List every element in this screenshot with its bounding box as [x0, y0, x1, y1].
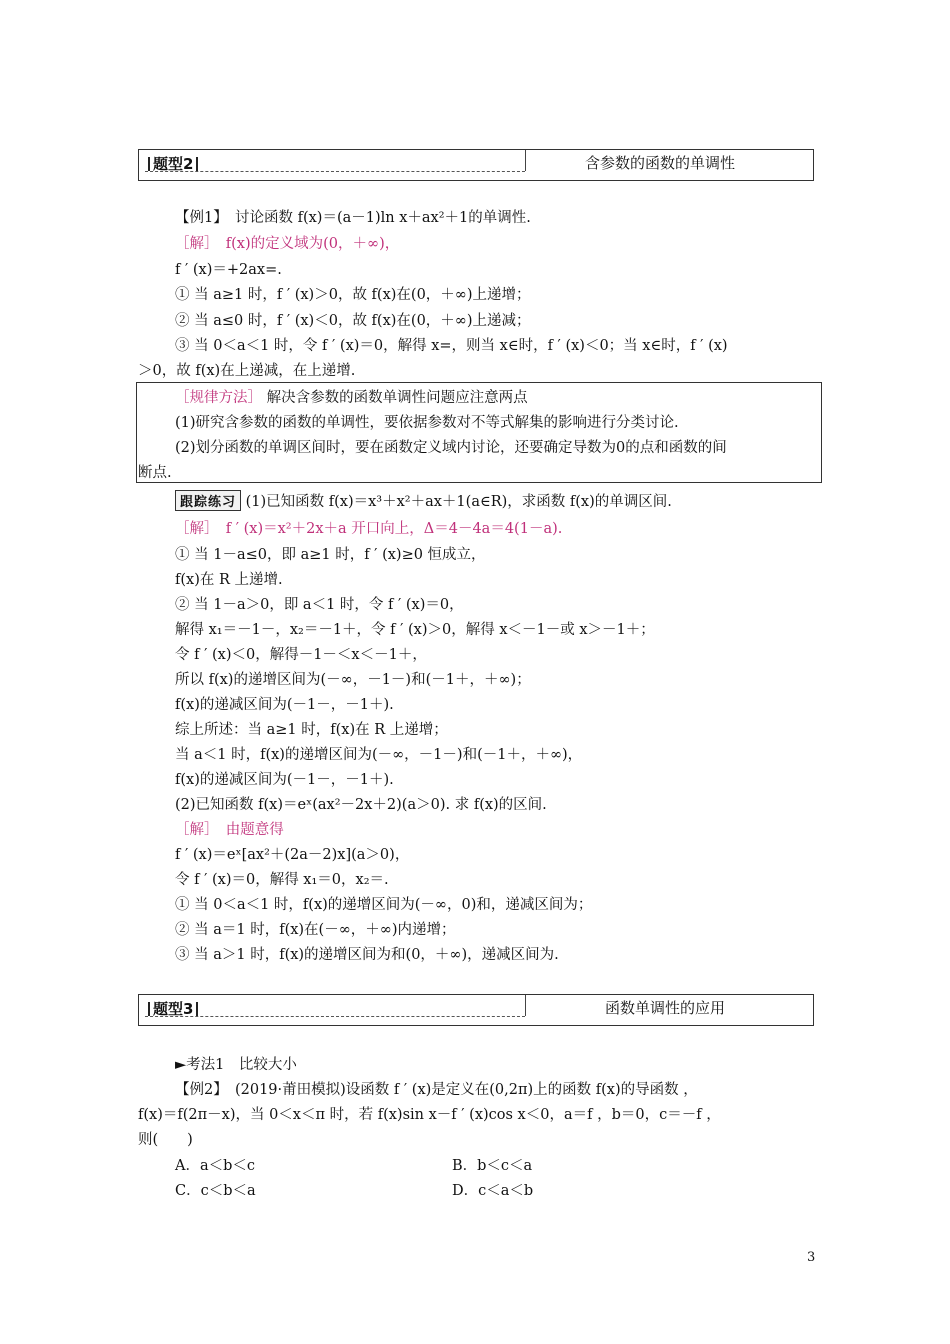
practice-head	[175, 490, 672, 511]
option-c: C．c＜b＜a	[175, 1183, 256, 1199]
practice-line-9: 综上所述：当 a≥1 时，f(x)在 R 上递增；	[175, 722, 448, 738]
example1-line-1: ［解］ f(x)的定义域为(0，＋∞)，	[175, 236, 400, 252]
practice-line-0: (1)已知函数 f(x)＝x³＋x²＋ax＋1(a∈R)，求函数 f(x)的单调区间.	[245, 494, 672, 510]
rule-head: 解决含参数的函数单调性问题应注意两点	[266, 390, 528, 406]
section-title: 含参数的函数的单调性	[585, 154, 736, 172]
example2-line-2: 则( )	[138, 1132, 193, 1148]
section-tag: 题型2	[153, 155, 194, 173]
option-d: D．c＜a＜b	[452, 1183, 534, 1199]
practice-line-12: (2)已知函数 f(x)＝eˣ(ax²－2x＋2)(a＞0). 求 f(x)的区间.	[175, 797, 547, 813]
option-b: B．b＜c＜a	[452, 1158, 533, 1174]
example2-line-0: 【例2】 (2019·莆田模拟)设函数 f ′ (x)是定义在(0,2π)上的函数 f(x)的导函数 ，	[175, 1082, 698, 1098]
practice-line-4: ② 当 1－a＞0，即 a＜1 时，令 f ′ (x)＝0，	[175, 597, 464, 613]
practice-line-15: 令 f ′ (x)＝0，解得 x₁＝0，x₂＝.	[175, 872, 389, 888]
practice-line-14: f ′ (x)＝eˣ[ax²＋(2a－2)x](a＞0)，	[175, 847, 410, 863]
example1-line-6: ＞0，故 f(x)在上递减，在上递增.	[138, 363, 356, 379]
example1-line-4: ② 当 a≤0 时，f ′ (x)＜0，故 f(x)在(0，＋∞)上递减；	[175, 313, 531, 329]
page-number: 3	[807, 1250, 816, 1265]
practice-line-11: f(x)的递减区间为(－1－，－1＋).	[175, 772, 394, 788]
practice-line-16: ① 当 0＜a＜1 时，f(x)的递增区间为(－∞，0)和，递减区间为；	[175, 897, 593, 913]
rule-head-line	[175, 386, 528, 407]
rule-line-2: 断点.	[138, 465, 172, 481]
section-title: 函数单调性的应用	[605, 999, 726, 1017]
practice-label: 跟踪练习	[175, 490, 241, 511]
example1-line-2: f ′ (x)＝+2ax=.	[175, 262, 282, 278]
practice-line-5: 解得 x₁＝－1－，x₂＝－1＋，令 f ′ (x)＞0，解得 x＜－1－或 x＞－1＋；	[175, 622, 655, 638]
example1-line-5: ③ 当 0＜a＜1 时，令 f ′ (x)＝0，解得 x=，则当 x∈时，f ′ (x)＜0；当 x∈时，f ′ (x)	[175, 338, 728, 354]
practice-line-8: f(x)的递减区间为(－1－，－1＋).	[175, 697, 394, 713]
example1-line-3: ① 当 a≥1 时，f ′ (x)＞0，故 f(x)在(0，＋∞)上递增；	[175, 287, 531, 303]
practice-line-7: 所以 f(x)的递增区间为(－∞，－1－)和(－1＋，＋∞)；	[175, 672, 531, 688]
method-heading: ►考法1 比较大小	[175, 1057, 297, 1073]
rule-line-0: (1)研究含参数的函数的单调性，要依据参数对不等式解集的影响进行分类讨论.	[175, 415, 679, 431]
rule-line-1: (2)划分函数的单调区间时，要在函数定义域内讨论，还要确定导数为0的点和函数的间	[175, 440, 727, 456]
practice-line-2: ① 当 1－a≤0，即 a≥1 时，f ′ (x)≥0 恒成立，	[175, 547, 486, 563]
practice-line-3: f(x)在 R 上递增.	[175, 572, 283, 588]
section-tag: 题型3	[153, 1000, 194, 1018]
example1-line-0: 【例1】 讨论函数 f(x)＝(a－1)ln x＋ax²＋1的单调性.	[175, 210, 531, 226]
rule-label: ［规律方法］	[175, 390, 262, 406]
practice-line-13: ［解］ 由题意得	[175, 822, 284, 838]
section-header-type3	[138, 994, 814, 1026]
practice-line-1: ［解］ f ′ (x)＝x²＋2x＋a 开口向上，Δ＝4－4a＝4(1－a).	[175, 521, 563, 537]
section-header-type2	[138, 149, 814, 181]
option-a: A．a＜b＜c	[175, 1158, 256, 1174]
practice-line-6: 令 f ′ (x)＜0，解得－1－＜x＜－1＋，	[175, 647, 427, 663]
example2-line-1: f(x)＝f(2π－x)，当 0＜x＜π 时，若 f(x)sin x－f ′ (x)cos x＜0，a＝f ，b＝0，c＝－f ，	[138, 1107, 721, 1123]
practice-line-10: 当 a＜1 时，f(x)的递增区间为(－∞，－1－)和(－1＋，＋∞)，	[175, 747, 583, 763]
practice-line-17: ② 当 a＝1 时，f(x)在(－∞，＋∞)内递增；	[175, 922, 456, 938]
practice-line-18: ③ 当 a＞1 时，f(x)的递增区间为和(0，＋∞)，递减区间为.	[175, 947, 559, 963]
